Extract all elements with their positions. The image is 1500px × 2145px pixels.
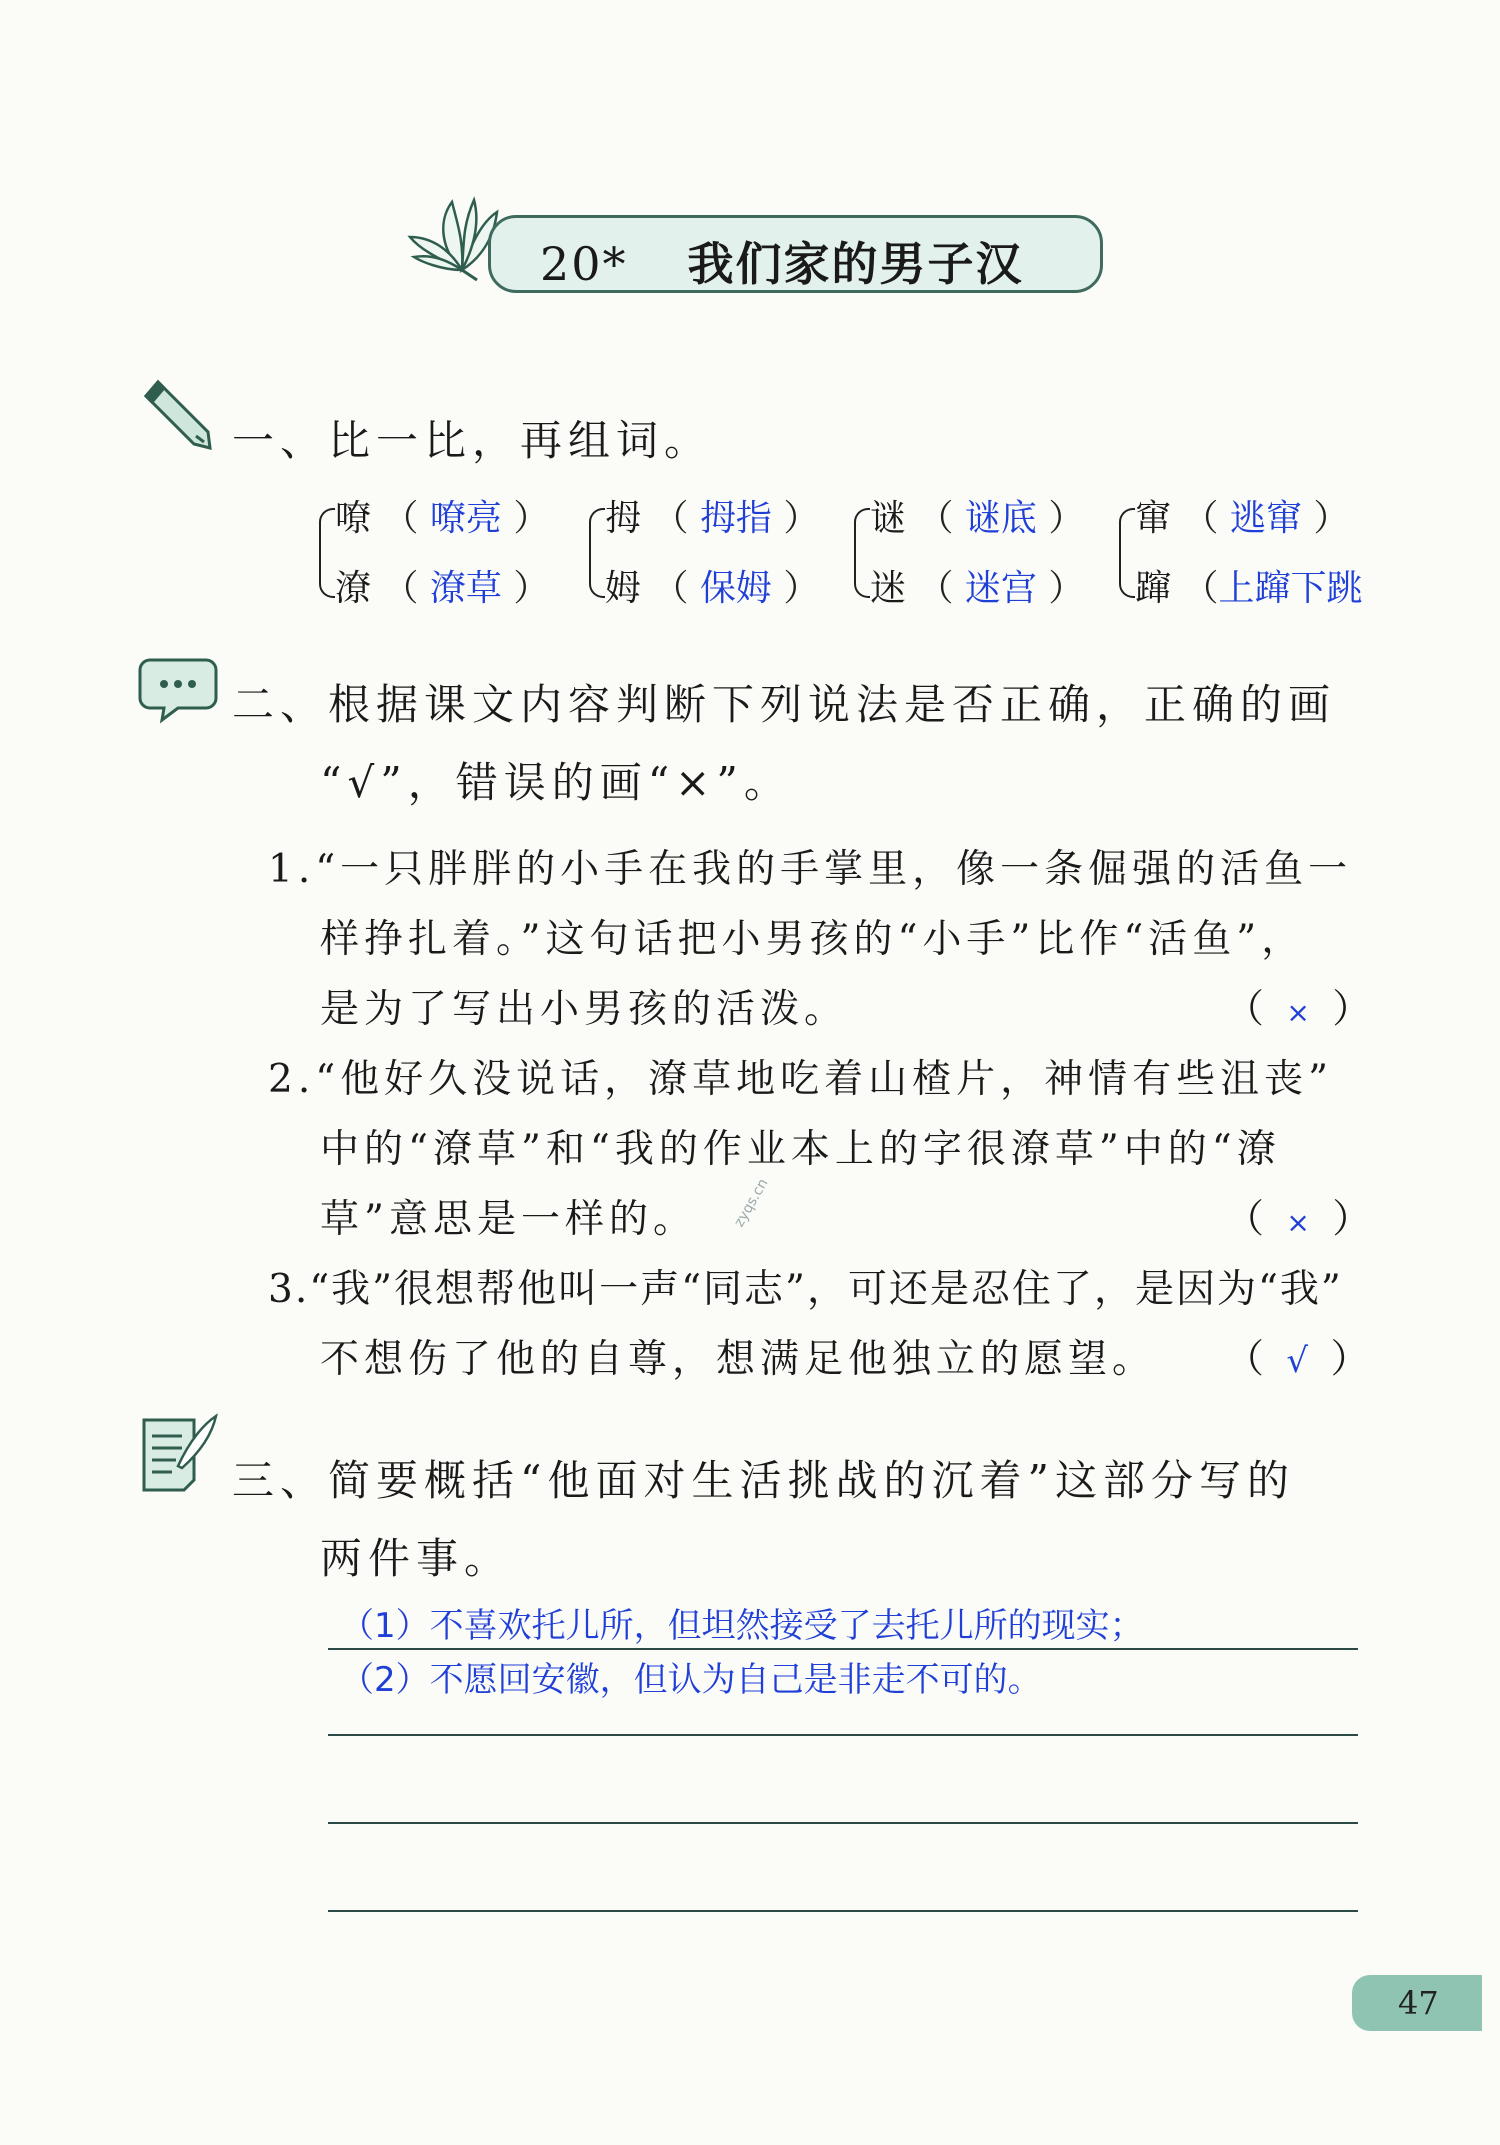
judgement-item-1-line3: 是为了写出小男孩的活泼。 <box>320 987 849 1032</box>
watermark: zyqs.cn <box>731 1176 772 1230</box>
judgement-item-2-line2: 中的“潦草”和“我的作业本上的字很潦草”中的“潦 <box>320 1127 1281 1172</box>
section3-heading-line2: 两件事。 <box>320 1534 513 1583</box>
compare-char: 蹿 <box>1135 568 1172 609</box>
compare-char: 窜 <box>1135 498 1172 539</box>
answer-line <box>328 1648 1358 1650</box>
section1-heading: 一、比一比，再组词。 <box>232 416 713 465</box>
judgement-item-1-line1: 1.“一只胖胖的小手在我的手掌里，像一条倔强的活鱼一 <box>268 847 1353 892</box>
answer-word: 嘹亮 <box>429 498 502 539</box>
brace <box>854 508 870 598</box>
judgement-item-3-line2: 不想伤了他的自尊，想满足他独立的愿望。 <box>320 1337 1157 1382</box>
summary-answer-2: （2）不愿回安徽，但认为自己是非走不可的。 <box>340 1660 1042 1700</box>
page-number-text: 47 <box>1398 1984 1439 2022</box>
judgement-answer: × <box>1286 1206 1315 1239</box>
answer-bracket: （ × ） <box>1225 987 1377 1032</box>
answer-word: 逃窜 <box>1229 498 1302 539</box>
answer-word: 迷宫 <box>964 568 1037 609</box>
section2-heading-line2: “√”，错误的画“×”。 <box>320 758 792 807</box>
pencil-icon <box>136 372 218 456</box>
brace <box>589 508 605 598</box>
notepad-quill-icon <box>138 1410 220 1496</box>
judgement-item-2-line3: 草”意思是一样的。 <box>320 1197 697 1242</box>
compare-char: 谜 <box>870 498 907 539</box>
answer-line <box>328 1910 1358 1912</box>
answer-word: 保姆 <box>699 568 772 609</box>
judgement-item-1-line2: 样挣扎着。”这句话把小男孩的“小手”比作“活鱼”， <box>320 917 1306 962</box>
judgement-item-2-line1: 2.“他好久没说话，潦草地吃着山楂片，神情有些沮丧” <box>268 1057 1334 1102</box>
brace <box>1119 508 1135 598</box>
answer-line <box>328 1734 1358 1736</box>
judgement-item-3-line1: 3.“我”很想帮他叫一声“同志”，可还是忍住了，是因为“我” <box>268 1267 1343 1312</box>
lesson-number: 20* <box>540 237 628 291</box>
answer-bracket: （ √ ） <box>1225 1337 1375 1382</box>
page-number <box>1352 1975 1482 2031</box>
compare-char: 姆 <box>605 568 642 609</box>
lesson-title-text: 我们家的男子汉 <box>687 237 1024 291</box>
speech-bubble-icon <box>138 652 218 728</box>
compare-char: 嘹 <box>335 498 372 539</box>
compare-char: 拇 <box>605 498 642 539</box>
compare-char: 潦 <box>335 568 372 609</box>
answer-line <box>328 1822 1358 1824</box>
judgement-answer: × <box>1286 996 1315 1029</box>
lesson-title <box>540 228 1024 294</box>
answer-word: 拇指 <box>699 498 772 539</box>
answer-word: 潦草 <box>429 568 502 609</box>
judgement-answer: √ <box>1286 1341 1314 1381</box>
answer-word: 谜底 <box>964 498 1037 539</box>
summary-answer-1: （1）不喜欢托儿所，但坦然接受了去托儿所的现实； <box>340 1606 1144 1646</box>
answer-bracket: （ × ） <box>1225 1197 1377 1242</box>
section3-heading-line1: 三、简要概括“他面对生活挑战的沉着”这部分写的 <box>232 1456 1295 1505</box>
compare-char: 迷 <box>870 568 907 609</box>
section2-heading-line1: 二、根据课文内容判断下列说法是否正确，正确的画 <box>232 680 1337 729</box>
brace <box>319 508 335 598</box>
answer-word: 上蹿下跳 <box>1218 568 1363 609</box>
